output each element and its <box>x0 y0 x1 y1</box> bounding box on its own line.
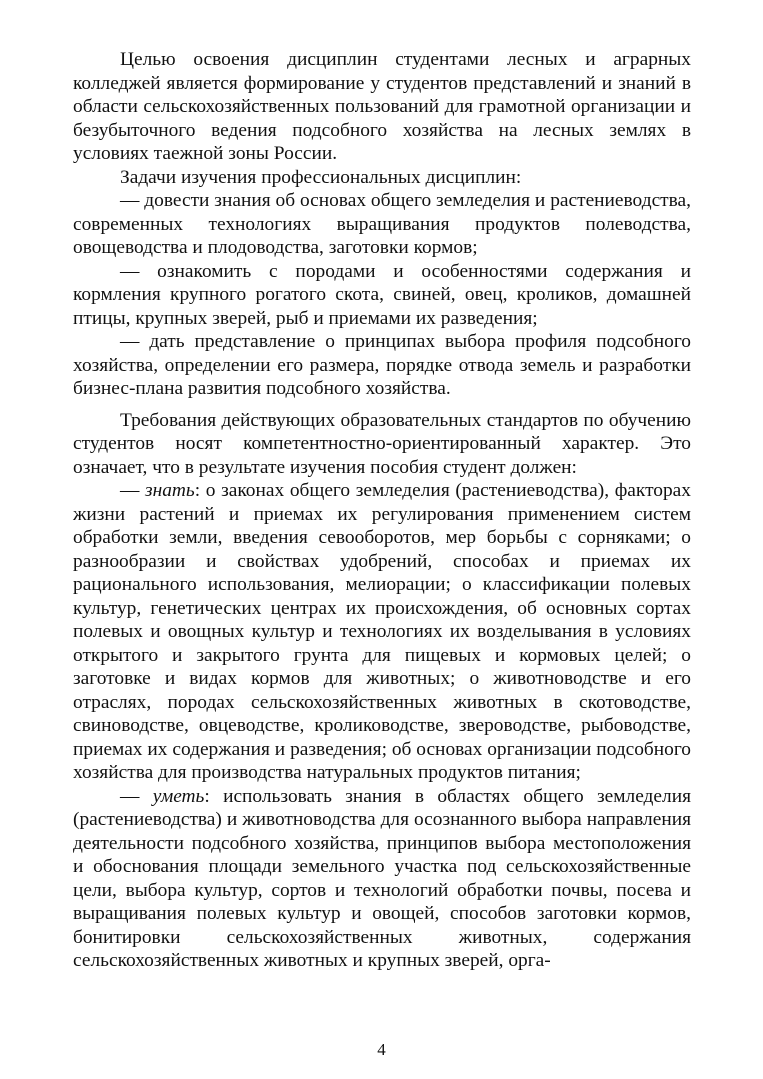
paragraph-task-1: — довести знания об основах общего земледелия и растениеводства, современных технологиях выращивания продуктов полеводства, овощеводства и плодоводства, заготовки кормов; <box>73 190 691 258</box>
paragraph-able <box>73 785 691 973</box>
paragraph-know <box>73 479 691 785</box>
page-body <box>73 48 691 973</box>
able-text: : использовать знания в областях общего земледелия (растениеводства) и животноводства для осознанного выбора направления деятельности подсобного хозяйства, принципов выбора местоположения и обоснования площади земельного участка под сельскохозяйственные цели, выбора культур, сортов и технологий обработки почвы, посева и выращивания полевых культур и овощей, способов заготовки кормов, бонитировки сельскохозяйственных животных, содержания сельскохозяйственных животных и крупных зверей, орга- <box>73 785 691 971</box>
term-able: уметь <box>152 785 205 807</box>
paragraph-task-2: — ознакомить с породами и особенностями содержания и кормления крупного рогатого скота, свиней, овец, кроликов, домашней птицы, крупных зверей, рыб и приемами их разведения; <box>73 260 691 329</box>
paragraph-task-3: — дать представление о принципах выбора профиля подсобного хозяйства, определении его размера, порядке отвода земель и разработки бизнес-плана развития подсобного хозяйства. <box>73 331 691 399</box>
know-text: : о законах общего земледелия (растениеводства), факторах жизни растений и приемах их регулирования применением систем обработки земли, введения севооборотов, мер борьбы с сорняками; о разнообразии и свойствах удобрений, способах и приемах их рационального использования, мелиорации; о классификации полевых культур, генетических центрах их происхождения, об основных сортах полевых и овощных культур и технологиях их возделывания в условиях открытого и закрытого грунта для пищевых и кормовых целей; о заготовке и видах кормов для животных; о животноводстве и его отраслях, породах сельскохозяйственных животных в скотоводстве, свиноводстве, овцеводстве, кролиководстве, звероводстве, рыбоводстве, приемах их содержания и разведения; об основах организации подсобного хозяйства для производства натуральных продуктов питания; <box>73 480 691 783</box>
paragraph-tasks-intro: Задачи изучения профессиональных дисциплин: <box>120 166 522 188</box>
term-know: знать <box>145 480 195 501</box>
dash: — <box>120 480 146 501</box>
paragraph-requirements: Требования действующих образовательных стандартов по обучению студентов носят компетентностно-ориентированный характер. Это означает, что в результате изучения пособия студент должен: <box>73 409 691 478</box>
page-number: 4 <box>377 1040 386 1059</box>
paragraph-goal: Целью освоения дисциплин студентами лесных и аграрных колледжей является формирование у студентов представлений и знаний в области сельскохозяйственных пользований для грамотной организации и безубыточного ведения подсобного хозяйства на лесных землях в условиях таежной зоны России. <box>73 49 691 164</box>
dash: — <box>120 785 153 807</box>
